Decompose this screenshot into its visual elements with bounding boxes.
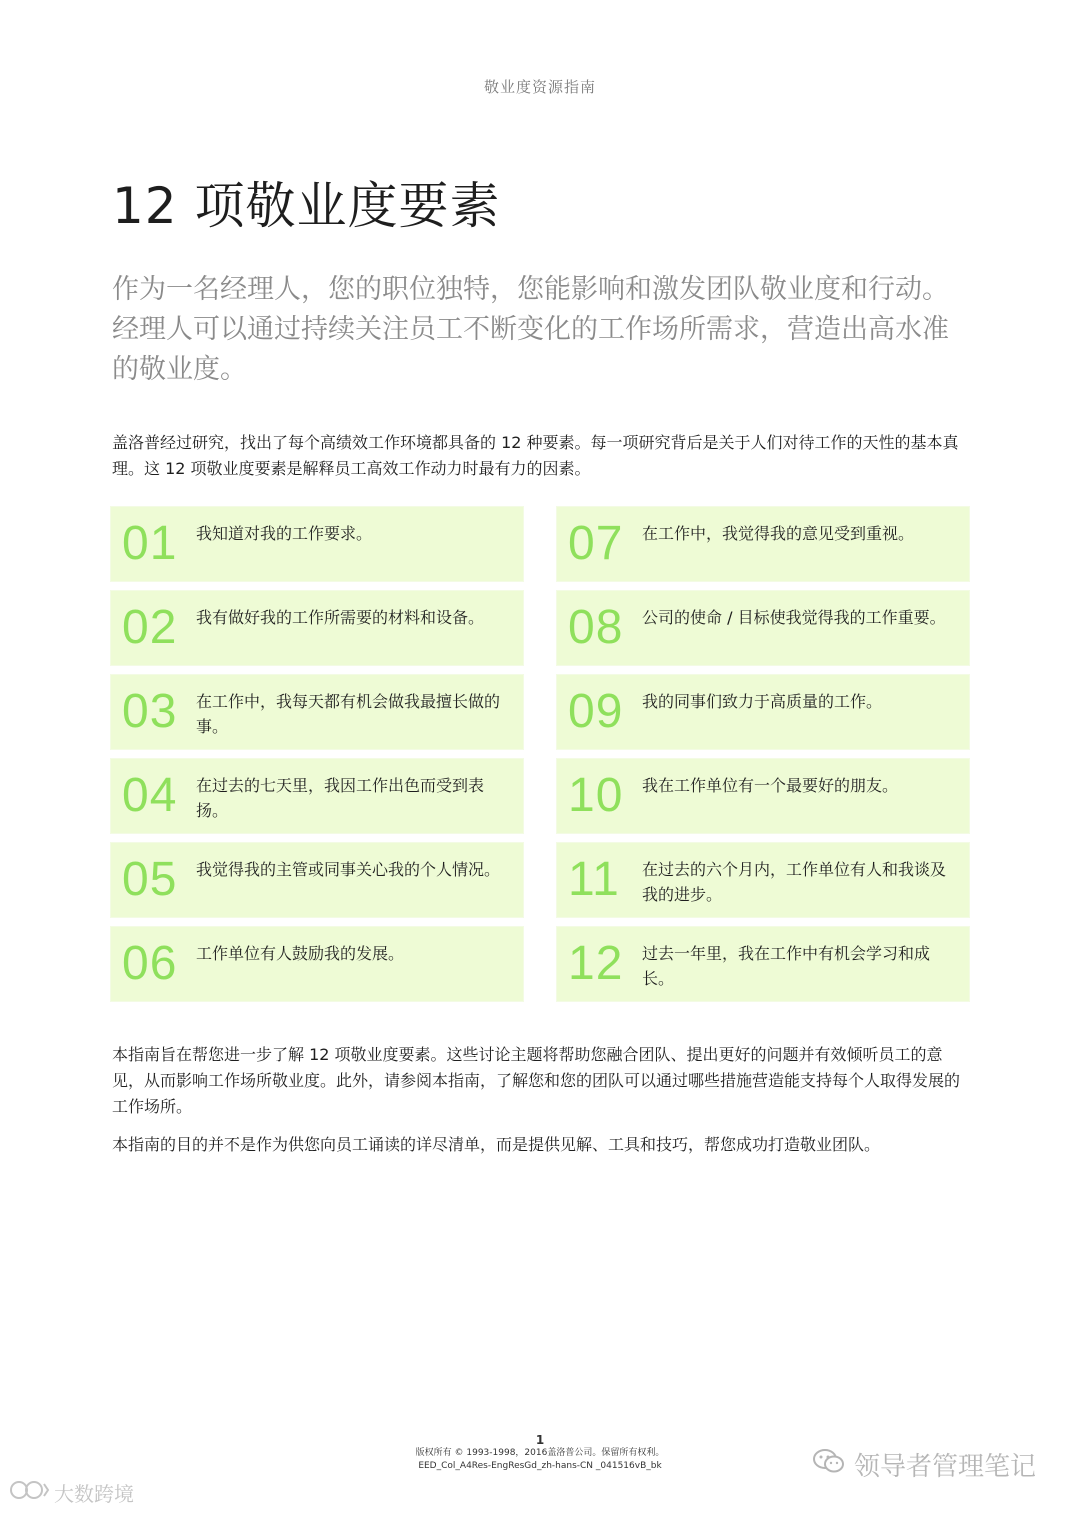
page-footer xyxy=(340,1433,740,1473)
element-number: 10 xyxy=(568,769,624,822)
wechat-icon xyxy=(812,1447,846,1482)
element-number: 07 xyxy=(568,517,624,570)
element-number: 12 xyxy=(568,937,624,990)
lead-paragraph: 作为一名经理人，您的职位独特，您能影响和激发团队敬业度和行动。经理人可以通过持续关注员工不断变化的工作场所需求，营造出高水准的敬业度。 xyxy=(112,274,949,385)
running-header: 敬业度资源指南 xyxy=(483,78,596,96)
page-number: 1 xyxy=(535,1433,545,1447)
element-card xyxy=(110,758,524,834)
element-number: 11 xyxy=(568,853,620,906)
document-code: EED_Col_A4Res-EngResGd_zh-hans-CN _041516vB_bk xyxy=(418,1461,662,1471)
brand-logo-icon xyxy=(8,1479,50,1506)
element-card xyxy=(110,506,524,582)
element-card xyxy=(110,590,524,666)
element-text: 公司的使命 / 目标使我觉得我的工作重要。 xyxy=(642,608,946,627)
element-card xyxy=(556,590,970,666)
element-text: 在过去的七天里，我因工作出色而受到表扬。 xyxy=(196,776,485,820)
copyright-notice: 版权所有 © 1993-1998，2016盖洛普公司。保留所有权利。 xyxy=(415,1448,665,1458)
element-number: 06 xyxy=(122,937,178,990)
element-text: 我有做好我的工作所需要的材料和设备。 xyxy=(196,608,485,627)
element-number: 08 xyxy=(568,601,624,654)
element-text: 我的同事们致力于高质量的工作。 xyxy=(642,692,883,711)
element-text: 我在工作单位有一个最要好的朋友。 xyxy=(642,776,899,795)
element-card xyxy=(556,758,970,834)
element-card xyxy=(110,926,524,1002)
element-number: 05 xyxy=(122,853,178,906)
watermark-right-text: 领导者管理笔记 xyxy=(854,1452,1037,1482)
element-card xyxy=(556,506,970,582)
page-title: 12 项敬业度要素 xyxy=(112,177,501,235)
element-text: 在过去的六个月内，工作单位有人和我谈及我的进步。 xyxy=(642,860,947,904)
closing-paragraph: 本指南的目的并不是作为供您向员工诵读的详尽清单，而是提供见解、工具和技巧，帮您成功打造敬业团队。 xyxy=(112,1135,881,1154)
elements-grid xyxy=(110,506,970,1002)
intro-paragraph: 盖洛普经过研究，找出了每个高绩效工作环境都具备的 12 种要素。每一项研究背后是关于人们对待工作的天性的基本真理。这 12 项敬业度要素是解释员工高效工作动力时最有力的因素。 xyxy=(112,433,959,478)
element-number: 09 xyxy=(568,685,624,738)
element-card xyxy=(556,926,970,1002)
element-text: 在工作中，我觉得我的意见受到重视。 xyxy=(642,524,915,543)
element-card xyxy=(110,674,524,750)
watermark-left-text: 大数跨境 xyxy=(54,1482,134,1506)
element-number: 03 xyxy=(122,685,178,738)
element-card xyxy=(556,842,970,918)
closing-paragraph: 本指南旨在帮您进一步了解 12 项敬业度要素。这些讨论主题将帮助您融合团队、提出更好的问题并有效倾听员工的意见，从而影响工作场所敬业度。此外，请参阅本指南，了解您和您的团队可以通过哪些措施营造能支持每个人取得发展的工作场所。 xyxy=(112,1045,961,1116)
element-text: 我知道对我的工作要求。 xyxy=(196,524,373,543)
element-number: 01 xyxy=(122,517,178,570)
watermark-right xyxy=(812,1446,1036,1483)
element-card xyxy=(110,842,524,918)
watermark-left xyxy=(8,1478,134,1507)
element-number: 04 xyxy=(122,769,178,822)
element-text: 我觉得我的主管或同事关心我的个人情况。 xyxy=(196,860,501,879)
element-text: 过去一年里，我在工作中有机会学习和成长。 xyxy=(642,944,931,988)
element-card xyxy=(556,674,970,750)
element-text: 在工作中，我每天都有机会做我最擅长做的事。 xyxy=(196,692,501,736)
element-number: 02 xyxy=(122,601,178,654)
element-text: 工作单位有人鼓励我的发展。 xyxy=(196,944,405,963)
